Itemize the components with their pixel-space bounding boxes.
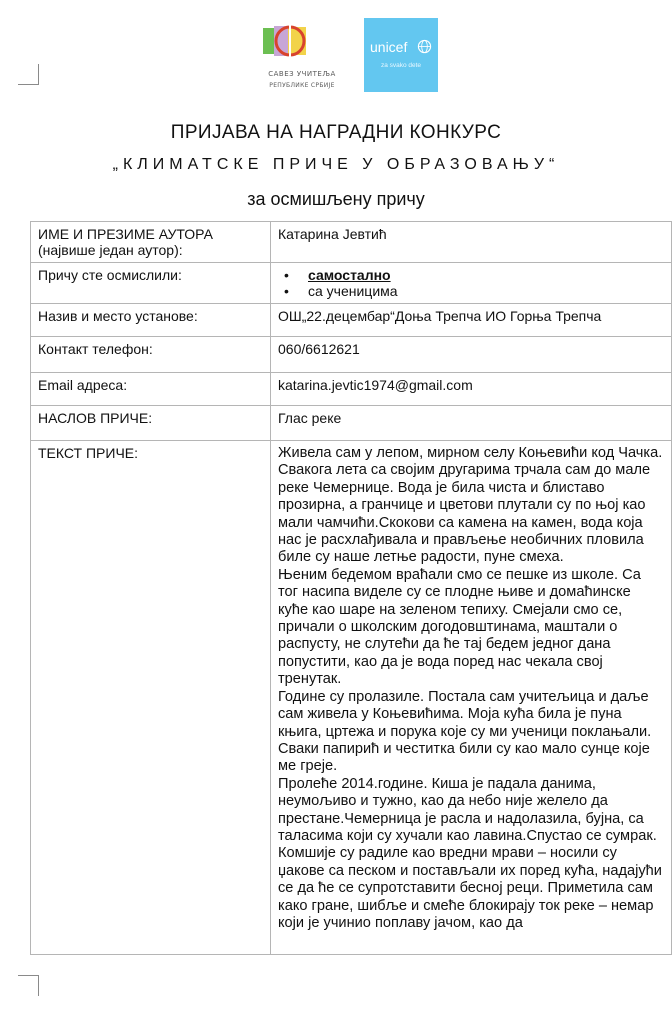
unicef-tagline: za svako dete (380, 62, 422, 69)
option-label: самостално (308, 267, 391, 283)
option-label: са ученицима (308, 283, 398, 299)
made-by-label: Причу сте осмислили: (31, 263, 271, 304)
unicef-globe-icon (417, 39, 432, 54)
bullet-icon: • (284, 267, 289, 283)
story-paragraph: Њеним бедемом враћали смо се пешке из школе. Са тог насипа виделе су се плодне њиве и домаћинске куће као шаре на зеленом тепиху. Смејали смо се, причали о школским догодовштинама, маштали о распусту, не слутећи да ће тај бедем једног дана попустити, као да је вода поред нас чекала свој тренутак. (278, 566, 641, 688)
story-text (278, 445, 664, 950)
story-title-label: НАСЛОВ ПРИЧЕ: (31, 406, 271, 441)
made-by-value (271, 263, 672, 304)
union-name-line2: РЕПУБЛИКЕ СРБИЈЕ (269, 82, 335, 89)
author-label (31, 222, 271, 263)
form-subheading: за осмишљену причу (247, 189, 425, 209)
email-value: katarina.jevtic1974@gmail.com (271, 373, 672, 406)
row-phone (31, 337, 672, 373)
phone-value: 060/6612621 (271, 337, 672, 373)
option-independently (284, 267, 664, 283)
phone-label: Контакт телефон: (31, 337, 271, 373)
row-story-title (31, 406, 672, 441)
email-label: Email адреса: (31, 373, 271, 406)
crop-mark-top-left (18, 64, 39, 85)
story-paragraph: Пролеће 2014.године. Киша је падала данима, неумољиво и тужно, као да небо није желело да престане.Чемерница је расла и надолазила, бујна, са таласима који су хучали као лавина.Спустао се сумрак. Комшије су радиле као вредни мрави – носили су џакове са песком и постављали их поред кућа, надајући се да ће се супротставити бесној реци. Приметила сам како гране, шибље и смеће блокирају ток реке – немар који је учинио поплаву јачом, као да (278, 775, 662, 931)
institution-label: Назив и место установе: (31, 304, 271, 337)
application-form-table (30, 221, 672, 955)
author-value: Катарина Јевтић (271, 222, 672, 263)
row-story-text (31, 441, 672, 955)
row-made-by (31, 263, 672, 304)
story-paragraph: Године су пролазиле. Постала сам учитељица и даље сам живела у Коњевићима. Моја кућа била је пуна књига, цртежа и порука које су ми ученици поклањали. Сваки папирић и честитка били су као мало сунце које ме греје. (278, 688, 652, 775)
unicef-logo (364, 18, 438, 92)
made-by-options (278, 267, 664, 299)
story-text-label: ТЕКСТ ПРИЧЕ: (31, 441, 271, 955)
row-institution (31, 304, 672, 337)
form-heading: ПРИЈАВА НА НАГРАДНИ КОНКУРС (170, 122, 502, 143)
option-with-students (284, 283, 664, 299)
institution-value: ОШ„22.децембар“Доња Трепча ИО Горња Трепча (271, 304, 672, 337)
row-author (31, 222, 672, 263)
teachers-union-emblem-icon (262, 22, 310, 62)
author-label-line2: (највише један аутор): (38, 242, 183, 258)
unicef-wordmark: unicef (370, 39, 408, 55)
crop-mark-bottom-left (18, 975, 39, 996)
author-label-line1: ИМЕ И ПРЕЗИМЕ АУТОРА (38, 226, 213, 242)
teachers-union-logo (256, 22, 348, 98)
union-name-line1: САВЕЗ УЧИТЕЉА (268, 70, 336, 78)
story-paragraph: Живела сам у лепом, мирном селу Коњевићи код Чачка. Свакога лета са својим другарима трчала сам до мале реке Чемернице. Вода је била чиста и блиставо прозирна, а гранчице и цветови плутали су по њој као мали чамчићи.Скокови са камена на камен, вода која нас је расхлађивала и прављење необичних пловила биле су наше летње радости, пуне смеха. (278, 445, 663, 566)
bullet-icon: • (284, 283, 289, 299)
story-title-value: Глас реке (271, 406, 672, 441)
story-text-cell (271, 441, 672, 955)
row-email (31, 373, 672, 406)
contest-name: „КЛИМАТСКЕ ПРИЧЕ У ОБРАЗОВАЊУ“ (112, 156, 560, 173)
